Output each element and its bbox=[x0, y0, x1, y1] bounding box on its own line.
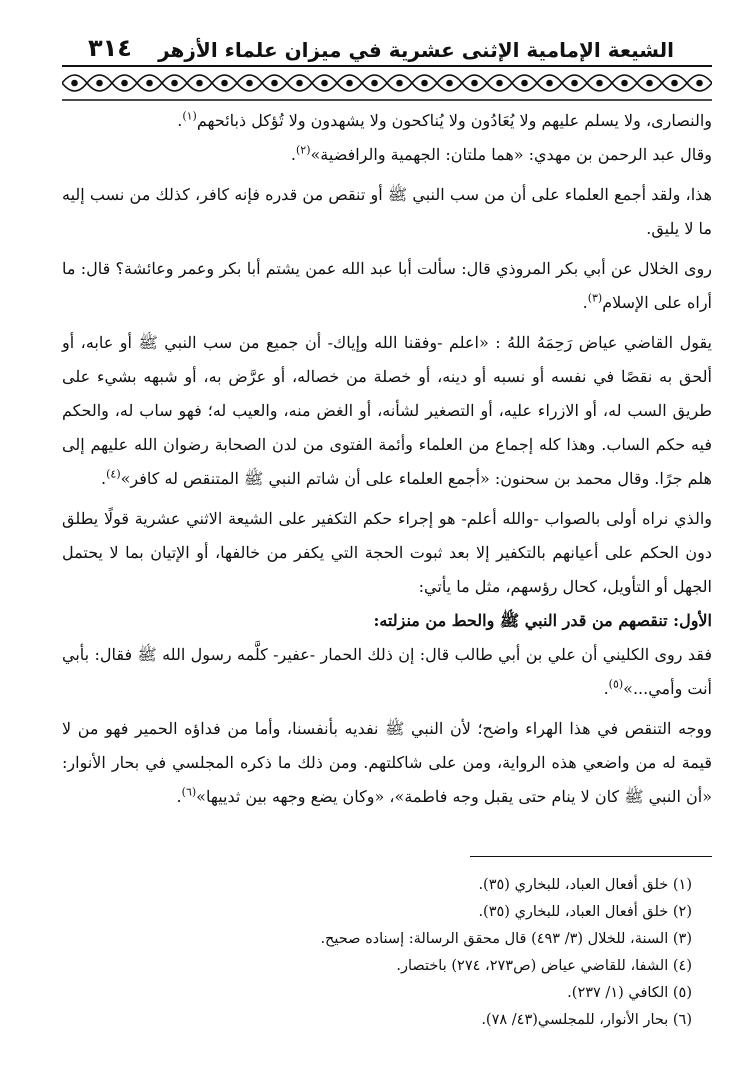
main-text bbox=[62, 104, 712, 814]
ornament-dot bbox=[622, 81, 627, 86]
ornament-dot bbox=[147, 81, 152, 86]
ornament-dot bbox=[172, 81, 177, 86]
page-header bbox=[88, 26, 674, 62]
ornament-dot bbox=[272, 81, 277, 86]
paragraph: فقد روى الكليني أن علي بن أبي طالب قال: إن ذلك الحمار -عفير- كلَّمه رسول الله ﷺ فقال: بأبي أنت وأمي...»$^{(٥)}$. bbox=[62, 645, 712, 698]
footnotes bbox=[62, 872, 692, 1034]
footnote-separator bbox=[470, 856, 712, 857]
footnote: (٣) السنة، للخلال (٣/ ٤٩٣) قال محقق الرسالة: إسناده صحيح. bbox=[320, 931, 692, 947]
ornament-dot bbox=[222, 81, 227, 86]
running-title: الشيعة الإمامية الإثنى عشرية في ميزان علماء الأزهر bbox=[158, 38, 674, 62]
ornament-dot bbox=[497, 81, 502, 86]
ornament-dot bbox=[297, 81, 302, 86]
ornament-dot bbox=[447, 81, 452, 86]
paragraph: ووجه التنقص في هذا الهراء واضح؛ لأن النبي ﷺ نفديه بأنفسنا، وأما من فداؤه الحمير فهو من لا قيمة له من واضعي هذه الرواية، ومن على شاكلتهم. ومن ذلك ما ذكره المجلسي في بحار الأنوار: «أن النبي ﷺ كان لا ينام حتى يقبل وجه فاطمة»، «وكان يضع وجهه بين ثدييها»$^{(٦)}$. bbox=[62, 719, 712, 806]
paragraph: روى الخلال عن أبي بكر المروذي قال: سألت أبا عبد الله عمن يشتم أبا بكر وعمر وعائشة؟ قال: ما أراه على الإسلام$^{(٣)}$. bbox=[62, 259, 712, 312]
footnote: (١) خلق أفعال العباد، للبخاري (٣٥). bbox=[478, 877, 692, 893]
footnote: (٤) الشفا، للقاضي عياض (ص٢٧٣، ٢٧٤) باختصار. bbox=[396, 958, 692, 974]
ornament-dot bbox=[197, 81, 202, 86]
footnote-ref: (٤) bbox=[106, 467, 121, 481]
footnote-ref: (٦) bbox=[181, 785, 197, 799]
footnote-ref: (١) bbox=[182, 109, 197, 123]
ornament-dot bbox=[572, 81, 577, 86]
ornament-dot bbox=[247, 81, 252, 86]
ornament-dot bbox=[72, 81, 77, 86]
ornament-dot bbox=[547, 81, 552, 86]
ornament-dot bbox=[597, 81, 602, 86]
paragraph: يقول القاضي عياض رَحِمَهُ اللهُ : «اعلم -وفقنا الله وإياك- أن جميع من سب النبي ﷺ أو عابه، أو ألحق به نقصًا في نفسه أو نسبه أو دينه، أو خصلة من خصاله، أو عرَّض به، أو شبهه بشيء على طريق السب له، أو الازراء عليه، أو التصغير لشأنه، أو الغض منه، والعيب له؛ فهو ساب له، والحكم فيه حكم الساب. وهذا كله إجماع من العلماء وأئمة الفتوى من لدن الصحابة رضوان الله عليهم إلى هلم جرًا. وقال محمد بن سحنون: «أجمع العلماء على أن شاتم النبي ﷺ المتنقص له كافر»$^{(٤)}$. bbox=[62, 333, 713, 488]
ornamental-border bbox=[62, 63, 712, 103]
paragraph: والنصارى، ولا يسلم عليهم ولا يُعَادُون ولا يُناكحون ولا يشهدون ولا تُؤكل ذبائحهم$^{(١)}$. bbox=[177, 109, 712, 130]
ornament-dot bbox=[672, 81, 677, 86]
footnote-ref: (٥) bbox=[608, 677, 624, 691]
footnote: (٥) الكافي (١/ ٢٣٧). bbox=[567, 985, 692, 1001]
ornament-dot bbox=[347, 81, 352, 86]
ornament-dot bbox=[122, 81, 127, 86]
ornament-dot bbox=[397, 81, 402, 86]
page-number: ٣١٤ bbox=[88, 34, 132, 62]
section-heading: الأول: تنقصهم من قدر النبي ﷺ والحط من منزلته: bbox=[373, 611, 712, 630]
footnote-ref: (٣) bbox=[587, 291, 603, 305]
paragraph: وقال عبد الرحمن بن مهدي: «هما ملتان: الجهمية والرافضية»$^{(٢)}$. bbox=[290, 143, 712, 164]
ornament-dot bbox=[322, 81, 327, 86]
ornament-dot bbox=[522, 81, 527, 86]
ornament-dot bbox=[372, 81, 377, 86]
paragraph: هذا، ولقد أجمع العلماء على أن من سب النبي ﷺ أو تنقص من قدره فإنه كافر، كذلك من نسب إليه ما لا يليق. bbox=[62, 185, 712, 238]
footnote: (٢) خلق أفعال العباد، للبخاري (٣٥). bbox=[478, 904, 692, 920]
ornament-dot bbox=[697, 81, 702, 86]
ornament-dot bbox=[472, 81, 477, 86]
ornament-dot bbox=[97, 81, 102, 86]
footnote-ref: (٢) bbox=[296, 143, 311, 157]
footnote: (٦) بحار الأنوار، للمجلسي(٤٣/ ٧٨). bbox=[481, 1012, 692, 1028]
ornament-dot bbox=[647, 81, 652, 86]
ornament-dot bbox=[422, 81, 427, 86]
paragraph: والذي نراه أولى بالصواب -والله أعلم- هو إجراء حكم التكفير على الشيعة الاثني عشرية قولًا يطلق دون الحكم على أعيانهم بالتكفير إلا بعد ثبوت الحجة التي يكفر من خالفها، أو الإتيان بما لا يحتمل الجهل أو التأويل، كحال رؤسهم، مثل ما يأتي: bbox=[62, 509, 712, 596]
